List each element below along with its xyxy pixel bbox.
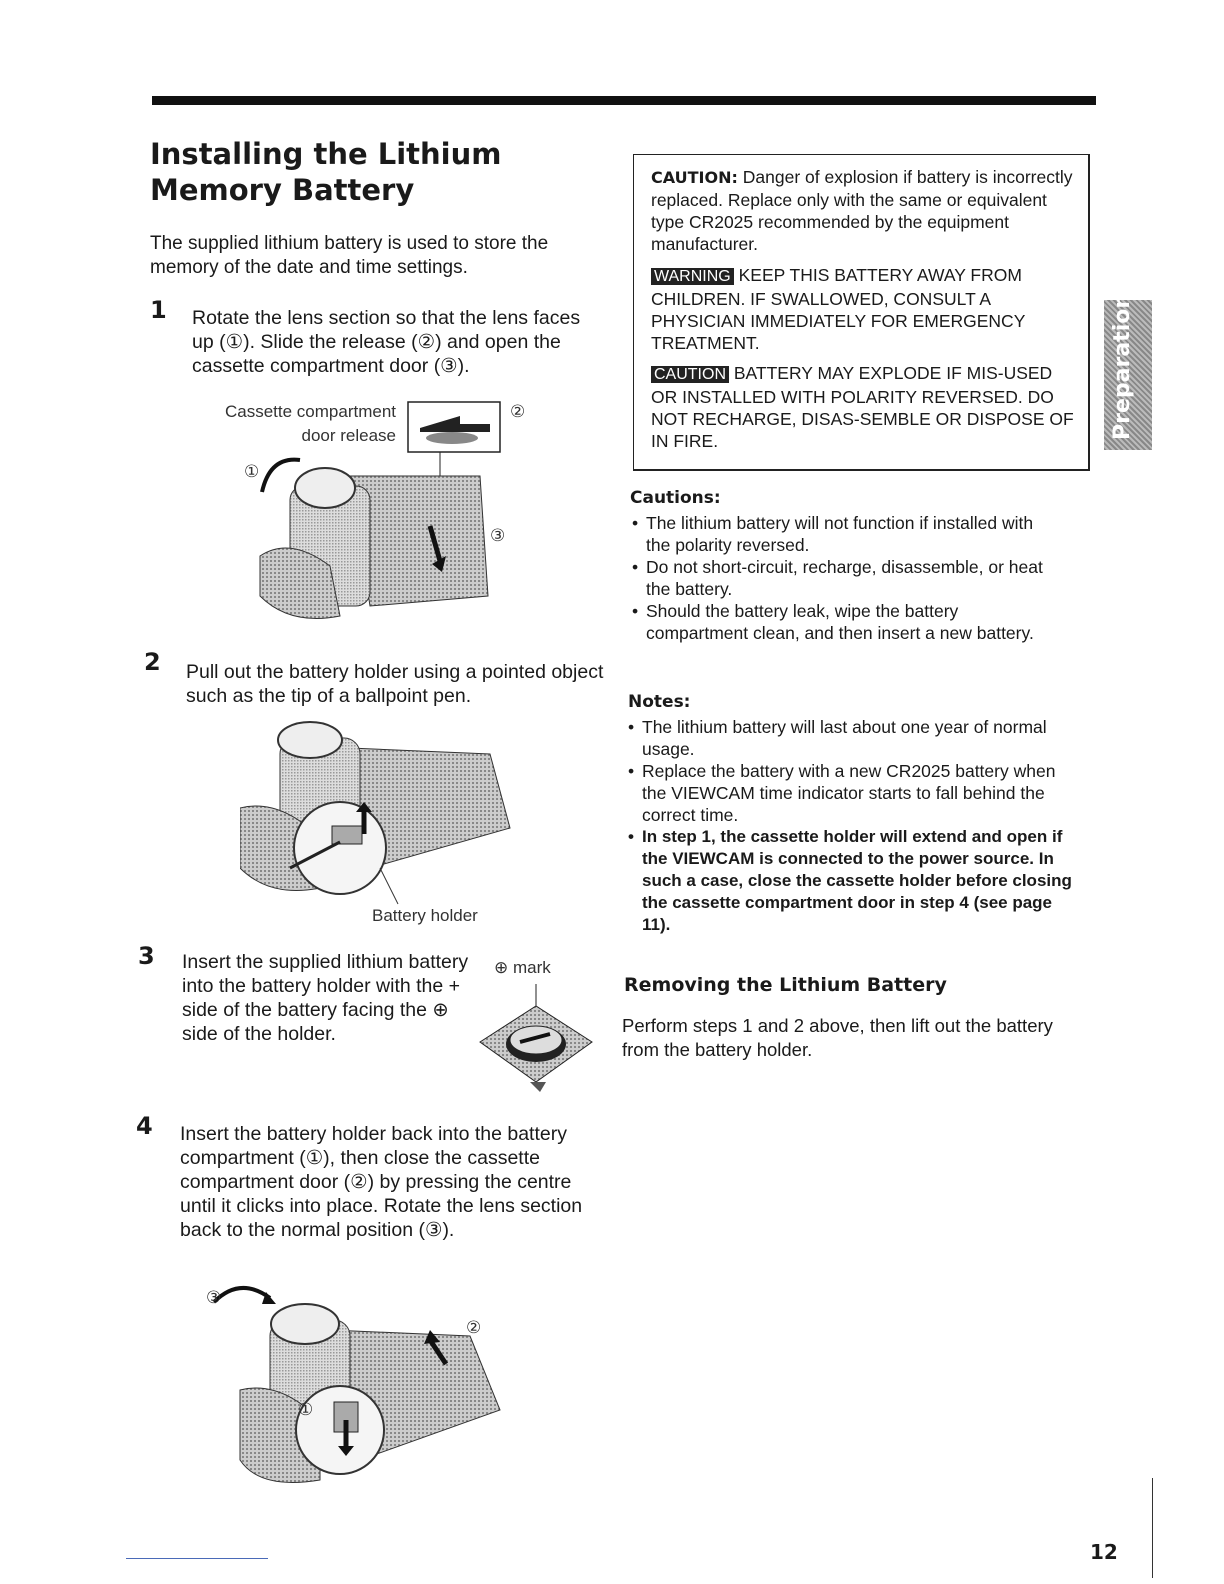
section-tab: Preparation xyxy=(1104,300,1152,450)
list-item: • Do not short-circuit, recharge, disassemble, or heat the battery. xyxy=(632,556,1062,600)
page-number: 12 xyxy=(1090,1540,1118,1564)
list-item: • The lithium battery will not function if installed with the polarity reversed. xyxy=(632,512,1062,556)
caution-paragraph: CAUTION: Danger of explosion if battery is incorrectly replaced. Replace only with the same or equivalent type CR2025 recommended by the equipment manufacturer. xyxy=(651,167,1073,254)
list-item: • Should the battery leak, wipe the battery compartment clean, and then insert a new battery. xyxy=(632,600,1062,644)
notes-heading: Notes: xyxy=(628,692,691,712)
camcorder-closing-illustration xyxy=(210,1280,510,1490)
lithium-battery-illustration xyxy=(470,982,600,1094)
warning-tag: WARNING xyxy=(651,268,734,285)
removing-heading: Removing the Lithium Battery xyxy=(624,974,947,996)
battery-holder-illustration xyxy=(240,718,520,908)
page-title: Installing the Lithium Memory Battery xyxy=(150,137,502,207)
figure-label: Battery holder xyxy=(372,906,478,925)
cautions-list xyxy=(632,512,1062,644)
caution2-paragraph: CAUTION BATTERY MAY EXPLODE IF MIS-USED OR INSTALLED WITH POLARITY REVERSED. DO NOT RECHARGE, DISAS-SEMBLE OR DISPOSE OF IN FIRE. xyxy=(651,363,1074,451)
step-number: 4 xyxy=(136,1112,153,1140)
step-text: Pull out the battery holder using a pointed object such as the tip of a ballpoint pen. xyxy=(186,661,604,707)
margin-rule xyxy=(1152,1478,1153,1578)
step-text: Insert the supplied lithium battery into the battery holder with the + side of the battery facing the ⊕ side of the holder. xyxy=(182,951,469,1045)
caution-tag: CAUTION xyxy=(651,366,729,383)
list-item: • Replace the battery with a new CR2025 battery when the VIEWCAM time indicator starts to fall behind the correct time. xyxy=(628,760,1072,826)
top-rule xyxy=(152,96,1096,105)
step-number: 3 xyxy=(138,942,155,970)
cautions-heading: Cautions: xyxy=(630,488,721,508)
removing-text: Perform steps 1 and 2 above, then lift out the battery from the battery holder. xyxy=(622,1015,1053,1060)
step-text: Insert the battery holder back into the battery compartment (①), then close the cassette compartment door (②) by pressing the centre until it clicks into place. Rotate the lens section back to the normal position (③). xyxy=(180,1123,583,1241)
list-item: • The lithium battery will last about one year of normal usage. xyxy=(628,716,1072,760)
list-item: • In step 1, the cassette holder will extend and open if the VIEWCAM is connected to the power source. In such a case, close the cassette holder before closing the cassette compartment door in step 4 (see page 11). xyxy=(628,826,1072,936)
notes-list xyxy=(628,716,1072,936)
footer-rule xyxy=(126,1558,268,1559)
callout-1: ① xyxy=(298,1400,314,1419)
step-text: Rotate the lens section so that the lens faces up (①). Slide the release (②) and open the cassette compartment door (③). xyxy=(192,307,581,377)
warning-paragraph: WARNING KEEP THIS BATTERY AWAY FROM CHILDREN. IF SWALLOWED, CONSULT A PHYSICIAN IMMEDIATELY FOR EMERGENCY TREATMENT. xyxy=(651,265,1026,353)
step-number: 1 xyxy=(150,296,167,324)
camcorder-illustration xyxy=(230,396,530,636)
step-number: 2 xyxy=(144,648,161,676)
callout-3: ③ xyxy=(206,1288,222,1307)
callout-3: ③ xyxy=(490,526,506,545)
figure-label: Cassette compartment door release xyxy=(224,402,396,445)
callout-1: ① xyxy=(244,462,260,481)
callout-2: ② xyxy=(466,1318,482,1337)
intro-text: The supplied lithium battery is used to store the memory of the date and time settings. xyxy=(150,233,549,278)
figure-label: ⊕ mark xyxy=(494,958,551,977)
callout-2: ② xyxy=(510,402,526,421)
